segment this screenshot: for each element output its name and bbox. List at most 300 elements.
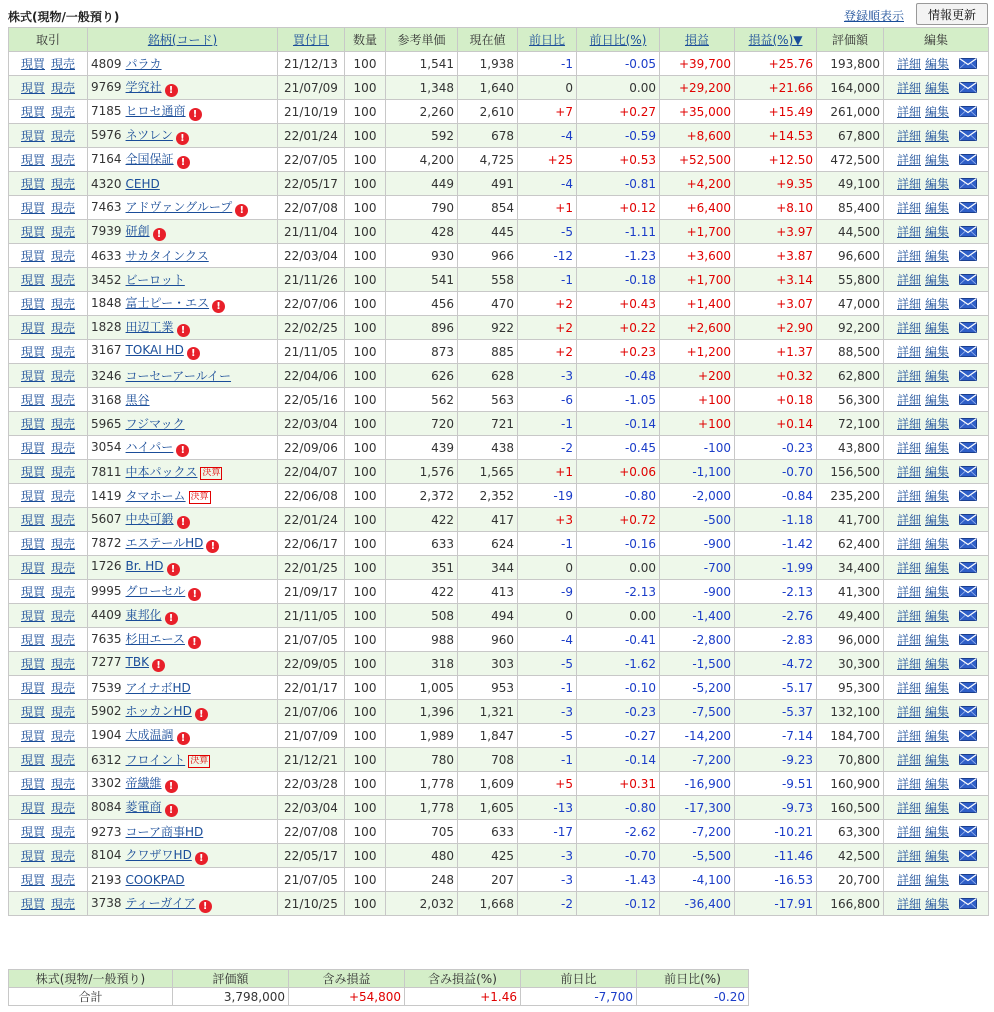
sort-symbol-link[interactable]: 銘柄(コード) — [147, 33, 218, 47]
edit-link[interactable]: 編集 — [925, 369, 950, 383]
buy-link[interactable]: 現買 — [20, 777, 45, 791]
sell-link[interactable]: 現売 — [51, 81, 76, 95]
buy-link[interactable]: 現買 — [20, 393, 45, 407]
edit-link[interactable]: 編集 — [925, 57, 950, 71]
stock-name-link[interactable]: パラカ — [125, 57, 162, 71]
sell-link[interactable]: 現売 — [51, 177, 76, 191]
purchase-date: 22/04/06 — [278, 364, 345, 388]
buy-link[interactable]: 現買 — [20, 561, 45, 575]
profit-loss: +2,600 — [660, 316, 735, 340]
stock-name-link[interactable]: タマホーム — [125, 489, 186, 503]
alert-icon[interactable]: ! — [165, 612, 178, 625]
stock-name-link[interactable]: Br. HD — [125, 559, 164, 573]
current-price: 678 — [458, 124, 518, 148]
sell-link[interactable]: 現売 — [51, 609, 76, 623]
buy-link[interactable]: 現買 — [20, 441, 45, 455]
detail-link[interactable]: 詳細 — [896, 57, 921, 71]
stock-name-link[interactable]: フロイント — [125, 753, 186, 767]
edit-link[interactable]: 編集 — [925, 585, 950, 599]
buy-link[interactable]: 現買 — [20, 897, 45, 911]
edit-link[interactable]: 編集 — [925, 129, 950, 143]
sell-link[interactable]: 現売 — [51, 129, 76, 143]
buy-link[interactable]: 現買 — [20, 729, 45, 743]
detail-link[interactable]: 詳細 — [896, 465, 921, 479]
col-pl-pct[interactable] — [735, 28, 817, 52]
stock-name-link[interactable]: COOKPAD — [125, 872, 185, 887]
alert-icon[interactable]: ! — [188, 588, 201, 601]
refresh-button[interactable]: 情報更新 — [916, 3, 988, 25]
buy-link[interactable]: 現買 — [20, 825, 45, 839]
buy-link[interactable]: 現買 — [20, 81, 45, 95]
sort-date-link[interactable]: 買付日 — [292, 33, 329, 47]
detail-link[interactable]: 詳細 — [896, 105, 921, 119]
edit-link[interactable]: 編集 — [925, 273, 950, 287]
edit-link[interactable]: 編集 — [925, 657, 950, 671]
stock-name-link[interactable]: ハイパー — [125, 440, 174, 454]
stock-name-link[interactable]: コーセーアールイー — [125, 369, 232, 383]
profit-loss-pct: +1.37 — [735, 340, 817, 364]
mail-icon[interactable] — [959, 250, 977, 261]
valuation: 132,100 — [817, 700, 884, 724]
mail-icon[interactable] — [959, 442, 977, 453]
profit-loss-pct: +21.66 — [735, 76, 817, 100]
stock-name-link[interactable]: ホッカンHD — [125, 704, 192, 718]
holdings-body — [9, 52, 989, 916]
detail-link[interactable]: 詳細 — [896, 345, 921, 359]
buy-link[interactable]: 現買 — [20, 177, 45, 191]
trade-cell — [9, 844, 88, 868]
buy-link[interactable]: 現買 — [20, 105, 45, 119]
stock-name-link[interactable]: コーア商事HD — [125, 825, 204, 839]
edit-link[interactable]: 編集 — [925, 777, 950, 791]
stock-name-link[interactable]: サカタインクス — [125, 249, 209, 263]
buy-link[interactable]: 現買 — [20, 537, 45, 551]
detail-link[interactable]: 詳細 — [896, 585, 921, 599]
stock-name-link[interactable]: TOKAI HD — [125, 343, 184, 357]
mail-icon[interactable] — [959, 130, 977, 141]
edit-link[interactable]: 編集 — [925, 537, 950, 551]
sell-link[interactable]: 現売 — [51, 273, 76, 287]
col-pl[interactable] — [660, 28, 735, 52]
sort-prev-diff-link[interactable]: 前日比 — [528, 33, 565, 47]
mail-icon[interactable] — [959, 370, 977, 381]
edit-link[interactable]: 編集 — [925, 609, 950, 623]
edit-link[interactable]: 編集 — [925, 561, 950, 575]
mail-icon[interactable] — [959, 586, 977, 597]
alert-icon[interactable]: ! — [195, 852, 208, 865]
table-row — [9, 700, 989, 724]
sell-link[interactable]: 現売 — [51, 417, 76, 431]
stock-name-link[interactable]: ティーガイア — [125, 896, 196, 910]
table-row — [9, 868, 989, 892]
edit-link[interactable]: 編集 — [925, 633, 950, 647]
sell-link[interactable]: 現売 — [51, 57, 76, 71]
mail-icon[interactable] — [959, 754, 977, 765]
detail-link[interactable]: 詳細 — [896, 705, 921, 719]
mail-icon[interactable] — [959, 850, 977, 861]
sell-link[interactable]: 現売 — [51, 657, 76, 671]
alert-icon[interactable]: ! — [165, 780, 178, 793]
purchase-date: 21/12/13 — [278, 52, 345, 76]
stock-name-link[interactable]: クワザワHD — [125, 848, 192, 862]
profit-loss: +35,000 — [660, 100, 735, 124]
sell-link[interactable]: 現売 — [51, 201, 76, 215]
buy-link[interactable]: 現買 — [20, 273, 45, 287]
buy-link[interactable]: 現買 — [20, 633, 45, 647]
stock-code: 7635 — [91, 632, 122, 646]
detail-link[interactable]: 詳細 — [896, 633, 921, 647]
stock-code: 5607 — [91, 512, 122, 526]
mail-icon[interactable] — [959, 826, 977, 837]
buy-link[interactable]: 現買 — [20, 657, 45, 671]
buy-link[interactable]: 現買 — [20, 153, 45, 167]
stock-name-link[interactable]: 中本パックス — [125, 465, 198, 479]
col-prev-diff[interactable] — [518, 28, 577, 52]
buy-link[interactable]: 現買 — [20, 369, 45, 383]
sell-link[interactable]: 現売 — [51, 825, 76, 839]
mail-icon[interactable] — [959, 562, 977, 573]
detail-link[interactable]: 詳細 — [896, 777, 921, 791]
trade-cell — [9, 484, 88, 508]
buy-link[interactable]: 現買 — [20, 57, 45, 71]
buy-link[interactable]: 現買 — [20, 465, 45, 479]
alert-icon[interactable]: ! — [177, 156, 190, 169]
edit-link[interactable]: 編集 — [925, 465, 950, 479]
edit-link[interactable]: 編集 — [925, 705, 950, 719]
mail-icon[interactable] — [959, 778, 977, 789]
stock-name-link[interactable]: アイナボHD — [125, 681, 191, 695]
alert-icon[interactable]: ! — [176, 444, 189, 457]
prev-day-pct: -0.16 — [577, 532, 660, 556]
symbol-cell — [88, 244, 278, 268]
edit-link[interactable]: 編集 — [925, 249, 950, 263]
purchase-date: 22/05/16 — [278, 388, 345, 412]
mail-icon[interactable] — [959, 634, 977, 645]
alert-icon[interactable]: ! — [167, 563, 180, 576]
buy-link[interactable]: 現買 — [20, 225, 45, 239]
mail-icon[interactable] — [959, 874, 977, 885]
col-symbol[interactable] — [88, 28, 278, 52]
sell-link[interactable]: 現売 — [51, 513, 76, 527]
stock-name-link[interactable]: ビーロット — [125, 273, 185, 287]
edit-link[interactable]: 編集 — [925, 489, 950, 503]
symbol-cell — [88, 772, 278, 796]
stock-name-link[interactable]: TBK — [125, 655, 149, 669]
prev-day-pct: +0.23 — [577, 340, 660, 364]
trade-cell — [9, 388, 88, 412]
buy-link[interactable]: 現買 — [20, 201, 45, 215]
sell-link[interactable]: 現売 — [51, 225, 76, 239]
prev-day-diff: -3 — [518, 364, 577, 388]
detail-link[interactable]: 詳細 — [896, 849, 921, 863]
detail-link[interactable]: 詳細 — [896, 657, 921, 671]
stock-name-link[interactable]: 大成温調 — [125, 728, 174, 742]
buy-link[interactable]: 現買 — [20, 345, 45, 359]
mail-icon[interactable] — [959, 730, 977, 741]
mail-icon[interactable] — [959, 898, 977, 909]
sell-link[interactable]: 現売 — [51, 249, 76, 263]
edit-link[interactable]: 編集 — [925, 153, 950, 167]
table-row — [9, 148, 989, 172]
detail-link[interactable]: 詳細 — [896, 897, 921, 911]
alert-icon[interactable]: ! — [165, 804, 178, 817]
edit-link[interactable]: 編集 — [925, 513, 950, 527]
mail-icon[interactable] — [959, 226, 977, 237]
detail-link[interactable]: 詳細 — [896, 81, 921, 95]
alert-icon[interactable]: ! — [187, 347, 200, 360]
summary-header: 含み損益 — [289, 970, 405, 988]
detail-link[interactable]: 詳細 — [896, 201, 921, 215]
sort-pl-link[interactable]: 損益 — [684, 33, 709, 47]
mail-icon[interactable] — [959, 802, 977, 813]
summary-label: 合計 — [9, 988, 173, 1006]
mail-icon[interactable] — [959, 106, 977, 117]
trade-cell — [9, 676, 88, 700]
alert-icon[interactable]: ! — [206, 540, 219, 553]
symbol-cell — [88, 148, 278, 172]
sell-link[interactable]: 現売 — [51, 369, 76, 383]
mail-icon[interactable] — [959, 82, 977, 93]
detail-link[interactable]: 詳細 — [896, 417, 921, 431]
detail-link[interactable]: 詳細 — [896, 297, 921, 311]
mail-icon[interactable] — [959, 394, 977, 405]
sell-link[interactable]: 現売 — [51, 801, 76, 815]
sell-link[interactable]: 現売 — [51, 489, 76, 503]
earnings-badge[interactable]: 決算 — [190, 492, 209, 502]
stock-name-link[interactable]: ヒロセ通商 — [125, 104, 186, 118]
buy-link[interactable]: 現買 — [20, 705, 45, 719]
buy-link[interactable]: 現買 — [20, 585, 45, 599]
stock-name-link[interactable]: 東邦化 — [125, 608, 162, 622]
edit-link[interactable]: 編集 — [925, 201, 950, 215]
mail-icon[interactable] — [959, 514, 977, 525]
buy-link[interactable]: 現買 — [20, 513, 45, 527]
detail-link[interactable]: 詳細 — [896, 513, 921, 527]
sell-link[interactable]: 現売 — [51, 153, 76, 167]
edit-link[interactable]: 編集 — [925, 81, 950, 95]
stock-name-link[interactable]: CEHD — [125, 176, 160, 191]
mail-icon[interactable] — [959, 538, 977, 549]
col-qty: 数量 — [345, 28, 386, 52]
alert-icon[interactable]: ! — [153, 228, 166, 241]
buy-link[interactable]: 現買 — [20, 873, 45, 887]
detail-link[interactable]: 詳細 — [896, 249, 921, 263]
prev-day-pct: -0.80 — [577, 796, 660, 820]
stock-name-link[interactable]: エステールHD — [125, 536, 204, 550]
detail-link[interactable]: 詳細 — [896, 225, 921, 239]
buy-link[interactable]: 現買 — [20, 249, 45, 263]
sell-link[interactable]: 現売 — [51, 561, 76, 575]
trade-cell — [9, 268, 88, 292]
detail-link[interactable]: 詳細 — [896, 873, 921, 887]
buy-link[interactable]: 現買 — [20, 849, 45, 863]
alert-icon[interactable]: ! — [195, 708, 208, 721]
sell-link[interactable]: 現売 — [51, 441, 76, 455]
alert-icon[interactable]: ! — [188, 636, 201, 649]
mail-icon[interactable] — [959, 178, 977, 189]
edit-link[interactable]: 編集 — [925, 825, 950, 839]
sell-link[interactable]: 現売 — [51, 873, 76, 887]
registration-order-link[interactable]: 登録順表示 — [843, 9, 904, 23]
alert-icon[interactable]: ! — [212, 300, 225, 313]
edit-link[interactable]: 編集 — [925, 849, 950, 863]
mail-icon[interactable] — [959, 658, 977, 669]
sell-link[interactable]: 現売 — [51, 321, 76, 335]
profit-loss-pct: -4.72 — [735, 652, 817, 676]
mail-icon[interactable] — [959, 322, 977, 333]
stock-name-link[interactable]: 黒谷 — [125, 393, 150, 407]
sell-link[interactable]: 現売 — [51, 777, 76, 791]
prev-day-diff: -13 — [518, 796, 577, 820]
detail-link[interactable]: 詳細 — [896, 153, 921, 167]
edit-link[interactable]: 編集 — [925, 753, 950, 767]
alert-icon[interactable]: ! — [176, 132, 189, 145]
mail-icon[interactable] — [959, 706, 977, 717]
mail-icon[interactable] — [959, 490, 977, 501]
detail-link[interactable]: 詳細 — [896, 729, 921, 743]
stock-name-link[interactable]: フジマック — [125, 417, 185, 431]
detail-link[interactable]: 詳細 — [896, 393, 921, 407]
mail-icon[interactable] — [959, 682, 977, 693]
buy-link[interactable]: 現買 — [20, 681, 45, 695]
alert-icon[interactable]: ! — [177, 324, 190, 337]
detail-link[interactable]: 詳細 — [896, 681, 921, 695]
alert-icon[interactable]: ! — [177, 516, 190, 529]
edit-link[interactable]: 編集 — [925, 297, 950, 311]
detail-link[interactable]: 詳細 — [896, 321, 921, 335]
buy-link[interactable]: 現買 — [20, 801, 45, 815]
mail-icon[interactable] — [959, 298, 977, 309]
detail-link[interactable]: 詳細 — [896, 489, 921, 503]
stock-name-link[interactable]: 全国保証 — [125, 152, 174, 166]
detail-link[interactable]: 詳細 — [896, 177, 921, 191]
sort-pl-pct-link[interactable]: 損益(%)▼ — [748, 33, 803, 47]
edit-cell — [884, 52, 989, 76]
stock-name-link[interactable]: 富士ピー・エス — [125, 296, 210, 310]
earnings-badge[interactable]: 決算 — [190, 756, 209, 766]
sell-link[interactable]: 現売 — [51, 585, 76, 599]
edit-link[interactable]: 編集 — [925, 393, 950, 407]
edit-link[interactable]: 編集 — [925, 729, 950, 743]
edit-link[interactable]: 編集 — [925, 321, 950, 335]
edit-link[interactable]: 編集 — [925, 105, 950, 119]
edit-link[interactable]: 編集 — [925, 345, 950, 359]
symbol-cell — [88, 700, 278, 724]
sell-link[interactable]: 現売 — [51, 297, 76, 311]
edit-link[interactable]: 編集 — [925, 441, 950, 455]
stock-name-link[interactable]: 杉田エース — [125, 632, 185, 646]
mail-icon[interactable] — [959, 346, 977, 357]
symbol-cell — [88, 484, 278, 508]
mail-icon[interactable] — [959, 58, 977, 69]
detail-link[interactable]: 詳細 — [896, 441, 921, 455]
mail-icon[interactable] — [959, 154, 977, 165]
stock-name-link[interactable]: 研創 — [125, 224, 150, 238]
earnings-badge[interactable]: 決算 — [202, 468, 221, 478]
profit-loss: -1,400 — [660, 604, 735, 628]
valuation: 62,400 — [817, 532, 884, 556]
col-prev-pct[interactable] — [577, 28, 660, 52]
detail-link[interactable]: 詳細 — [896, 537, 921, 551]
sell-link[interactable]: 現売 — [51, 729, 76, 743]
stock-name-link[interactable]: グローセル — [125, 584, 186, 598]
symbol-cell — [88, 340, 278, 364]
alert-icon[interactable]: ! — [235, 204, 248, 217]
alert-icon[interactable]: ! — [189, 108, 202, 121]
edit-link[interactable]: 編集 — [925, 873, 950, 887]
edit-link[interactable]: 編集 — [925, 225, 950, 239]
mail-icon[interactable] — [959, 466, 977, 477]
buy-link[interactable]: 現買 — [20, 609, 45, 623]
detail-link[interactable]: 詳細 — [896, 129, 921, 143]
mail-icon[interactable] — [959, 418, 977, 429]
alert-icon[interactable]: ! — [165, 84, 178, 97]
buy-link[interactable]: 現買 — [20, 753, 45, 767]
detail-link[interactable]: 詳細 — [896, 801, 921, 815]
sell-link[interactable]: 現売 — [51, 393, 76, 407]
sell-link[interactable]: 現売 — [51, 465, 76, 479]
edit-link[interactable]: 編集 — [925, 417, 950, 431]
stock-name-link[interactable]: 菱電商 — [125, 800, 162, 814]
table-row — [9, 316, 989, 340]
sell-link[interactable]: 現売 — [51, 633, 76, 647]
sort-prev-pct-link[interactable]: 前日比(%) — [589, 33, 647, 47]
detail-link[interactable]: 詳細 — [896, 561, 921, 575]
sell-link[interactable]: 現売 — [51, 681, 76, 695]
edit-cell — [884, 196, 989, 220]
sell-link[interactable]: 現売 — [51, 537, 76, 551]
sell-link[interactable]: 現売 — [51, 345, 76, 359]
detail-link[interactable]: 詳細 — [896, 369, 921, 383]
prev-day-diff: -1 — [518, 532, 577, 556]
detail-link[interactable]: 詳細 — [896, 825, 921, 839]
buy-link[interactable]: 現買 — [20, 321, 45, 335]
edit-link[interactable]: 編集 — [925, 801, 950, 815]
stock-name-link[interactable]: 帝繊維 — [125, 776, 162, 790]
table-row — [9, 652, 989, 676]
edit-link[interactable]: 編集 — [925, 681, 950, 695]
alert-icon[interactable]: ! — [177, 732, 190, 745]
stock-name-link[interactable]: 学究社 — [125, 80, 162, 94]
mail-icon[interactable] — [959, 202, 977, 213]
sell-link[interactable]: 現売 — [51, 753, 76, 767]
alert-icon[interactable]: ! — [152, 659, 165, 672]
edit-link[interactable]: 編集 — [925, 897, 950, 911]
buy-link[interactable]: 現買 — [20, 417, 45, 431]
stock-name-link[interactable]: 中央可鍛 — [125, 512, 174, 526]
alert-icon[interactable]: ! — [199, 900, 212, 913]
edit-link[interactable]: 編集 — [925, 177, 950, 191]
buy-link[interactable]: 現買 — [20, 297, 45, 311]
sell-link[interactable]: 現売 — [51, 105, 76, 119]
buy-link[interactable]: 現買 — [20, 129, 45, 143]
sell-link[interactable]: 現売 — [51, 705, 76, 719]
reference-price: 508 — [386, 604, 458, 628]
stock-name-link[interactable]: ネツレン — [125, 128, 173, 142]
stock-name-link[interactable]: 田辺工業 — [125, 320, 174, 334]
mail-icon[interactable] — [959, 274, 977, 285]
detail-link[interactable]: 詳細 — [896, 609, 921, 623]
sell-link[interactable]: 現売 — [51, 897, 76, 911]
detail-link[interactable]: 詳細 — [896, 273, 921, 287]
buy-link[interactable]: 現買 — [20, 489, 45, 503]
mail-icon[interactable] — [959, 610, 977, 621]
profit-loss: -7,200 — [660, 748, 735, 772]
sell-link[interactable]: 現売 — [51, 849, 76, 863]
detail-link[interactable]: 詳細 — [896, 753, 921, 767]
col-date[interactable] — [278, 28, 345, 52]
stock-name-link[interactable]: アドヴァングループ — [125, 200, 233, 214]
